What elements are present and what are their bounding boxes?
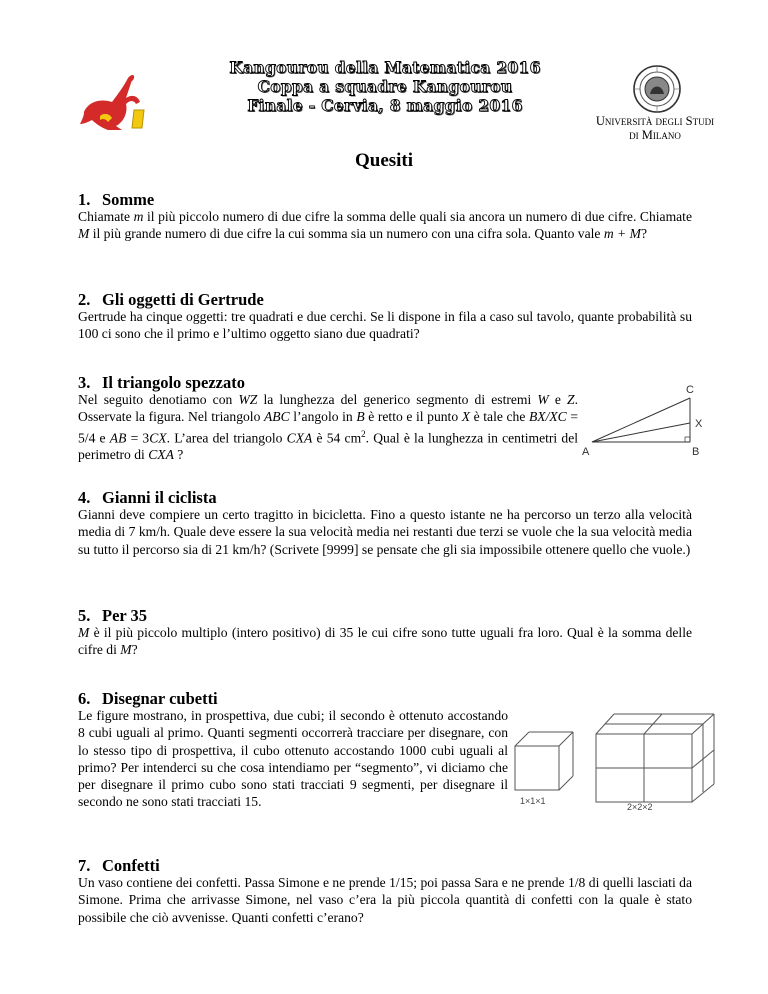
- question-title-text: Per 35: [102, 606, 148, 625]
- math-var: CXA: [286, 430, 313, 446]
- label-a: A: [582, 446, 590, 458]
- question-text: Un vaso contiene dei confetti. Passa Simone e ne prende 1/15; poi passa Sara e ne prende 1/8 di quelli lasciati da Simone. Prima che arrivasse Simone, nel vaso c’era la più piccola quantità di confetti con la quale è stato possibile che ciò avvenisse. Quanti confetti c’erano?: [78, 875, 692, 925]
- question-number: 1.: [78, 190, 91, 209]
- math-var: AB: [109, 430, 127, 446]
- text-run: . Osservate la figura. Nel triangolo: [78, 392, 578, 425]
- text-run: ?: [131, 642, 138, 658]
- text-run: l’angolo in: [289, 409, 357, 425]
- triangle-figure: [580, 382, 710, 460]
- header-title-line2: Coppa a squadre Kangourou: [257, 77, 513, 96]
- math-var: M: [78, 625, 90, 640]
- question-title: [78, 290, 264, 310]
- question-number: 5.: [78, 606, 91, 625]
- cube-figure: [508, 708, 723, 812]
- text-run: ?: [173, 447, 184, 463]
- university-name-line2: di Milano: [629, 128, 681, 142]
- math-var: m: [133, 209, 144, 224]
- question-text: [78, 208, 692, 243]
- header-title-line3: Finale - Cervia, 8 maggio 2016: [247, 96, 523, 115]
- text-run: . Qual è la lunghezza in centimetri del perimetro di: [78, 430, 578, 463]
- question-title: [78, 689, 218, 709]
- question-text: Gertrude ha cinque oggetti: tre quadrati e due cerchi. Se li dispone in fila a caso sul tavolo, quante probabilità su 100 ci sono che il primo e l’ultimo oggetto siano due quadrati?: [78, 309, 692, 342]
- question-text: [78, 624, 692, 659]
- text-run: ?: [640, 226, 648, 242]
- text-run: è il più piccolo multiplo (intero positivo) di 35 le cui cifre sono tutte uguali fra loro. Qual è la somma delle cifre di: [78, 625, 692, 658]
- question-title-text: Il triangolo spezzato: [102, 373, 245, 392]
- text-run: = 3: [126, 430, 150, 446]
- math-var: Z: [567, 392, 575, 407]
- right-angle-mark: [685, 437, 690, 442]
- math-var: CX: [149, 430, 167, 446]
- question-number: 3.: [78, 373, 91, 392]
- competition-header: [200, 58, 570, 115]
- text-run: la lunghezza del generico segmento di estremi: [257, 392, 538, 407]
- question-title-text: Gianni il ciclista: [102, 488, 217, 507]
- math-var: M: [120, 642, 132, 658]
- question-title: [78, 856, 160, 876]
- text-run: è retto e il punto: [364, 409, 462, 425]
- university-seal: [622, 64, 692, 114]
- math-var: W: [537, 392, 549, 407]
- text-run: è tale che: [470, 409, 529, 425]
- question-title-text: Somme: [102, 190, 155, 209]
- math-var: M: [78, 226, 90, 242]
- page-title: Quesiti: [354, 150, 414, 171]
- question-number: 7.: [78, 856, 91, 875]
- text-run: Nel seguito denotiamo con: [78, 392, 239, 407]
- question-number: 2.: [78, 290, 91, 309]
- text-run: = 5/4 e: [78, 409, 578, 446]
- text-run: è 54 cm: [312, 430, 362, 446]
- question-number: 4.: [78, 488, 91, 507]
- small-cube-label: 1×1×1: [520, 796, 546, 806]
- kangourou-logo: [78, 72, 150, 136]
- question-title-text: Disegnar cubetti: [102, 689, 218, 708]
- text-run: il più piccolo numero di due cifre la somma delle quali sia ancora un numero di due cifre. Chiamate: [143, 209, 692, 224]
- large-cube: [596, 714, 714, 802]
- superscript: 2: [361, 428, 366, 439]
- math-var: X: [461, 409, 471, 425]
- small-cube: [515, 732, 573, 790]
- label-x: X: [695, 418, 703, 430]
- math-var: BX/XC: [528, 409, 567, 425]
- label-c: C: [686, 384, 694, 396]
- university-name-line1: Università degli Studi: [595, 114, 715, 128]
- math-expression: m + M: [603, 226, 641, 242]
- question-title: [78, 606, 147, 626]
- math-var: CXA: [148, 447, 174, 463]
- math-var: B: [356, 409, 365, 425]
- text-run: . L’area del triangolo: [166, 430, 287, 446]
- large-cube-label: 2×2×2: [627, 802, 653, 812]
- text-run: Chiamate: [78, 209, 134, 224]
- segment-ac: [592, 398, 690, 442]
- question-text: [78, 391, 578, 464]
- segment-ax: [592, 423, 690, 442]
- question-title-text: Confetti: [102, 856, 160, 875]
- header-title-line1: Kangourou della Matematica 2016: [229, 58, 541, 77]
- university-name: [580, 114, 730, 142]
- text-run: il più grande numero di due cifre la cui somma sia un numero con una cifra sola. Quanto vale: [89, 226, 604, 242]
- question-title: [78, 373, 245, 393]
- math-var: WZ: [238, 392, 258, 407]
- question-text: Gianni deve compiere un certo tragitto in bicicletta. Fino a questo istante ne ha percorso un terzo alla velocità media di 7 km/h. Quale deve essere la sua velocità media nei restanti due terzi se vuole che la sua velocità media su tutto il percorso sia di 21 km/h? (Scrivete [9999] se pensate che gli sia impossibile ottenere quello che vuole.): [78, 507, 692, 557]
- label-b: B: [692, 446, 700, 458]
- question-number: 6.: [78, 689, 91, 708]
- text-run: e: [548, 392, 568, 407]
- question-title: [78, 488, 217, 508]
- math-var: ABC: [263, 409, 290, 425]
- question-title: [78, 190, 154, 210]
- question-text: Le figure mostrano, in prospettiva, due cubi; il secondo è ottenuto accostando 8 cubi uguali al primo. Quanti segmenti occorrerà tracciare per disegnare, con lo stesso tipo di prospettiva, il cubo ottenuto accostando 1000 cubi uguali al primo? Per intenderci su che cosa intendiamo per “segmento”, vi diciamo che per disegnare il primo cubo sono stati tracciati 9 segmenti, per disegnare il secondo ne sono stati tracciati 15.: [78, 708, 508, 810]
- question-title-text: Gli oggetti di Gertrude: [102, 290, 264, 309]
